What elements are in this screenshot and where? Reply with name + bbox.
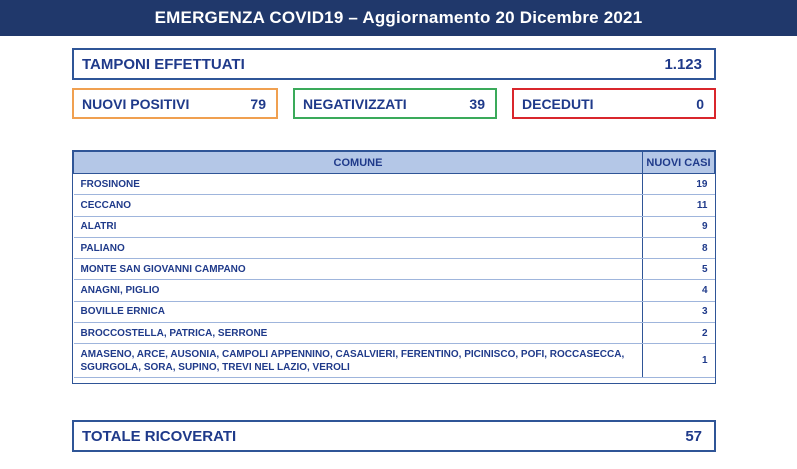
comune-cell: PALIANO — [74, 237, 643, 258]
page-title: EMERGENZA COVID19 – Aggiornamento 20 Dicembre 2021 — [154, 8, 643, 27]
table-row — [74, 323, 715, 344]
casi-cell: 1 — [643, 344, 715, 378]
comune-cell: AMASENO, ARCE, AUSONIA, CAMPOLI APPENNINO, CASALVIERI, FERENTINO, PICINISCO, POFI, ROCCASECCA, SGURGOLA, SORA, SUPINO, TREVI NEL LAZIO, VEROLI — [74, 344, 643, 378]
casi-cell: 2 — [643, 323, 715, 344]
negativizzati-value: 39 — [469, 95, 485, 112]
casi-cell: 19 — [643, 174, 715, 195]
comune-cell: BROCCOSTELLA, PATRICA, SERRONE — [74, 323, 643, 344]
table-row — [74, 237, 715, 258]
page-header — [0, 0, 797, 36]
comune-cell: MONTE SAN GIOVANNI CAMPANO — [74, 259, 643, 280]
tamponi-label: TAMPONI EFFETTUATI — [82, 55, 245, 73]
deceduti-label: DECEDUTI — [522, 95, 594, 112]
tamponi-box — [72, 48, 716, 80]
comune-cell: ANAGNI, PIGLIO — [74, 280, 643, 301]
deceduti-value: 0 — [696, 95, 704, 112]
casi-cell: 4 — [643, 280, 715, 301]
nuovi-positivi-label: NUOVI POSITIVI — [82, 95, 190, 112]
tamponi-value: 1.123 — [664, 55, 702, 73]
column-header-comune: COMUNE — [74, 152, 643, 174]
table-row — [74, 280, 715, 301]
ricoverati-label: TOTALE RICOVERATI — [82, 427, 237, 445]
comune-cell: FROSINONE — [74, 174, 643, 195]
negativizzati-box — [293, 88, 497, 119]
casi-cell: 3 — [643, 301, 715, 322]
comune-cell: CECCANO — [74, 195, 643, 216]
nuovi-positivi-box — [72, 88, 278, 119]
column-header-nuovi-casi: NUOVI CASI — [643, 152, 715, 174]
table-header-row — [74, 152, 715, 174]
negativizzati-label: NEGATIVIZZATI — [303, 95, 407, 112]
deceduti-box — [512, 88, 716, 119]
nuovi-positivi-value: 79 — [250, 95, 266, 112]
ricoverati-value: 57 — [685, 427, 702, 445]
table-row — [74, 216, 715, 237]
comuni-table — [72, 150, 716, 384]
casi-cell: 9 — [643, 216, 715, 237]
casi-cell: 11 — [643, 195, 715, 216]
table-row — [74, 301, 715, 322]
comune-cell: ALATRI — [74, 216, 643, 237]
casi-cell: 8 — [643, 237, 715, 258]
table-row — [74, 259, 715, 280]
table-row — [74, 344, 715, 378]
table-row — [74, 195, 715, 216]
casi-cell: 5 — [643, 259, 715, 280]
ricoverati-box — [72, 420, 716, 452]
comune-cell: BOVILLE ERNICA — [74, 301, 643, 322]
table-row — [74, 174, 715, 195]
